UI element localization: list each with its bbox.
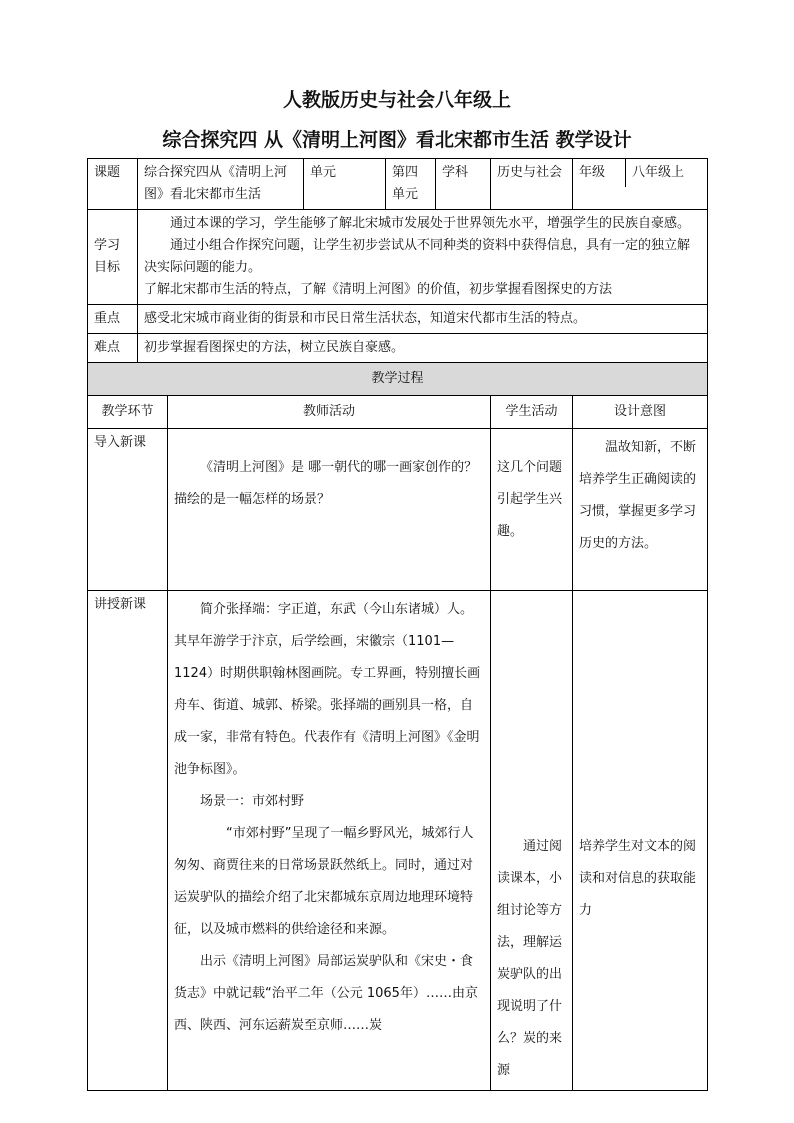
- topic-value: 综合探究四从《清明上河图》看北宋都市生活: [138, 159, 304, 210]
- teacher-paragraph: “市郊村野”呈现了一幅乡野风光，城郊行人匆匆、商贾往来的日常场景跃然纸上。同时，通过对运炭驴队的描绘介绍了北宋都城东京周边地理环境特征，以及城市燃料的供给途径和来源。: [174, 826, 474, 937]
- unit-label: 单元: [304, 159, 386, 210]
- teacher-cell: [168, 591, 491, 1091]
- teacher-cell: [168, 429, 491, 591]
- key-point-value: 感受北宋城市商业街的街景和市民日常生活状态，知道宋代都市生活的特点。: [138, 305, 708, 334]
- intent-text: 培养学生对文本的阅读和对信息的获取能力: [579, 839, 697, 918]
- lesson-plan-table: [87, 158, 708, 1091]
- goals-row: [88, 210, 708, 305]
- grade-cell: [573, 159, 708, 210]
- student-cell: [491, 591, 573, 1091]
- student-text: 这几个问题引起学生兴趣。: [497, 460, 563, 539]
- column-student: 学生活动: [491, 396, 573, 429]
- difficulty-label: 难点: [88, 334, 138, 363]
- teacher-paragraph: 场景一：市郊村野: [200, 794, 305, 809]
- table-row: [88, 429, 708, 591]
- column-stage: 教学环节: [88, 396, 168, 429]
- goal-line: 了解北宋都市生活的特点，了解《清明上河图》的价值，初步掌握看图探史的方法: [144, 282, 613, 297]
- document-subtitle: 综合探究四 从《清明上河图》看北宋都市生活 教学设计: [162, 129, 632, 151]
- topic-label: 课题: [88, 159, 138, 210]
- subject-label: 学科: [436, 159, 491, 210]
- subject-value: 历史与社会: [491, 159, 573, 210]
- goal-line: 通过本课的学习，学生能够了解北宋城市发展处于世界领先水平，增强学生的民族自豪感。: [170, 216, 691, 231]
- key-point-row: [88, 305, 708, 334]
- student-text: 通过阅读课本，小组讨论等方法，理解运炭驴队的出现说明了什么？炭的来源: [497, 839, 563, 1078]
- intent-cell: 温故知新，不断培养学生正确阅读的习惯，掌握更多学习历史的方法。: [573, 429, 708, 591]
- column-teacher: 教师活动: [168, 396, 491, 429]
- stage-cell: 导入新课: [88, 429, 168, 591]
- info-row: [88, 159, 708, 210]
- difficulty-value: 初步掌握看图探史的方法，树立民族自豪感。: [138, 334, 708, 363]
- process-columns-row: [88, 396, 708, 429]
- process-header: 教学过程: [88, 363, 708, 396]
- intent-cell: [573, 591, 708, 1091]
- teacher-paragraph: 简介张择端：字正道，东武（今山东诸城）人。其早年游学于汴京，后学绘画，宋徽宗（1101—1124）时期供职翰林图画院。专工界画，特别擅长画舟车、街道、城郭、桥梁。张择端的画别具一格，自成一家，非常有特色。代表作有《清明上河图》《金明池争标图》。: [174, 602, 481, 777]
- key-point-label: 重点: [88, 305, 138, 334]
- grade-value: 八年级上: [632, 165, 685, 180]
- stage-cell: 讲授新课: [88, 591, 168, 1091]
- student-cell: [491, 429, 573, 591]
- process-header-row: [88, 363, 708, 396]
- goals-content: [138, 210, 708, 305]
- difficulty-row: [88, 334, 708, 363]
- goal-line: 通过小组合作探究问题，让学生初步尝试从不同种类的资料中获得信息，具有一定的独立解决实际问题的能力。: [144, 238, 691, 275]
- teacher-paragraph: 出示《清明上河图》局部运炭驴队和《宋史・食货志》中就记载“治平二年（公元 1065年）……由京西、陕西、河东运薪炭至京师……炭: [174, 954, 478, 1033]
- grade-label: 年级: [573, 159, 626, 187]
- table-row: [88, 591, 708, 1091]
- teacher-paragraph: 《清明上河图》是 哪一朝代的哪一画家创作的？描绘的是一幅怎样的场景？: [174, 460, 478, 507]
- unit-value: 第四单元: [386, 159, 436, 210]
- goals-label: 学习目标: [88, 210, 138, 305]
- document-title: 人教版历史与社会八年级上: [282, 89, 511, 111]
- column-intent: 设计意图: [573, 396, 708, 429]
